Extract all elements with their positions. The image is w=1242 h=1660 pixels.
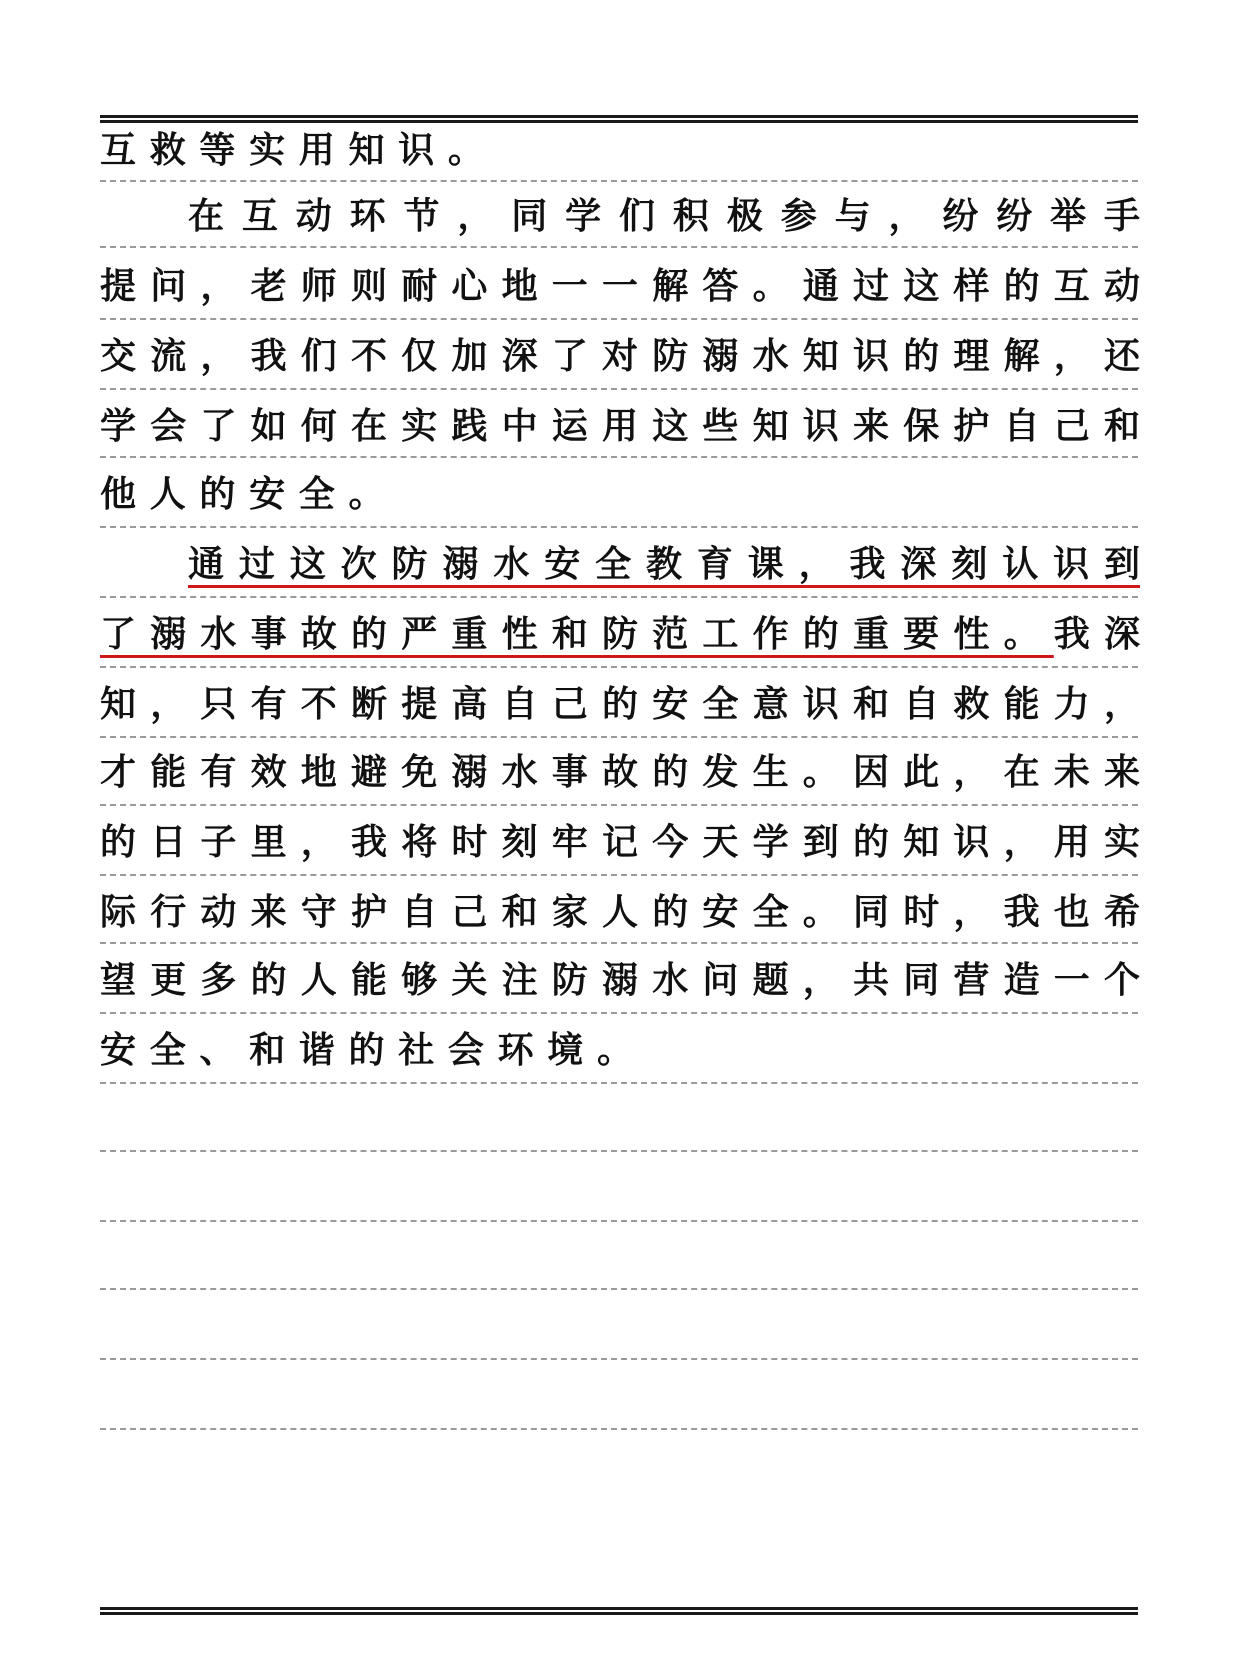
text-line-12: 际行动来守护自己和家人的安全。同时，我也希	[100, 891, 1140, 933]
guide-line	[100, 526, 1138, 528]
text-line-6: 他人的安全。	[100, 473, 399, 515]
text-line-4: 交流，我们不仅加深了对防溺水知识的理解，还	[100, 335, 1140, 377]
text-line-5: 学会了如何在实践中运用这些知识来保护自己和	[100, 405, 1140, 447]
text-line-14: 安全、和谐的社会环境。	[100, 1029, 647, 1071]
guide-line	[100, 456, 1138, 458]
guide-line-empty	[100, 1220, 1138, 1222]
guide-line	[100, 874, 1138, 876]
guide-line-empty	[100, 1288, 1138, 1290]
guide-line	[100, 736, 1138, 738]
bottom-border	[100, 1607, 1138, 1615]
guide-line	[100, 666, 1138, 668]
text-line-8	[100, 604, 1140, 664]
guide-line-empty	[100, 1428, 1138, 1430]
text-line-3: 提问，老师则耐心地一一解答。通过这样的互动	[100, 265, 1140, 307]
guide-line	[100, 1082, 1138, 1084]
text-line-11: 的日子里，我将时刻牢记今天学到的知识，用实	[100, 821, 1140, 863]
guide-line	[100, 318, 1138, 320]
guide-line	[100, 804, 1138, 806]
guide-line	[100, 246, 1138, 248]
guide-line-empty	[100, 1358, 1138, 1360]
text-line-10: 才能有效地避免溺水事故的发生。因此，在未来	[100, 751, 1140, 793]
guide-line	[100, 942, 1138, 944]
text-line-13: 望更多的人能够关注防溺水问题，共同营造一个	[100, 959, 1140, 1001]
text-line-2: 在互动环节，同学们积极参与，纷纷举手	[188, 195, 1140, 237]
guide-line	[100, 1012, 1138, 1014]
guide-line	[100, 596, 1138, 598]
text-line-1: 互救等实用知识。	[100, 129, 498, 171]
guide-line-empty	[100, 1150, 1138, 1152]
text-line-7-underlined: 通过这次防溺水安全教育课，我深刻认识到	[188, 543, 1140, 585]
text-line-9: 知，只有不断提高自己的安全意识和自救能力，	[100, 683, 1140, 725]
line-remainder: 我深	[1053, 613, 1140, 655]
guide-line	[100, 180, 1138, 182]
underlined-sentence: 了溺水事故的严重性和防范工作的重要性。	[100, 613, 1054, 655]
guide-line	[100, 388, 1138, 390]
